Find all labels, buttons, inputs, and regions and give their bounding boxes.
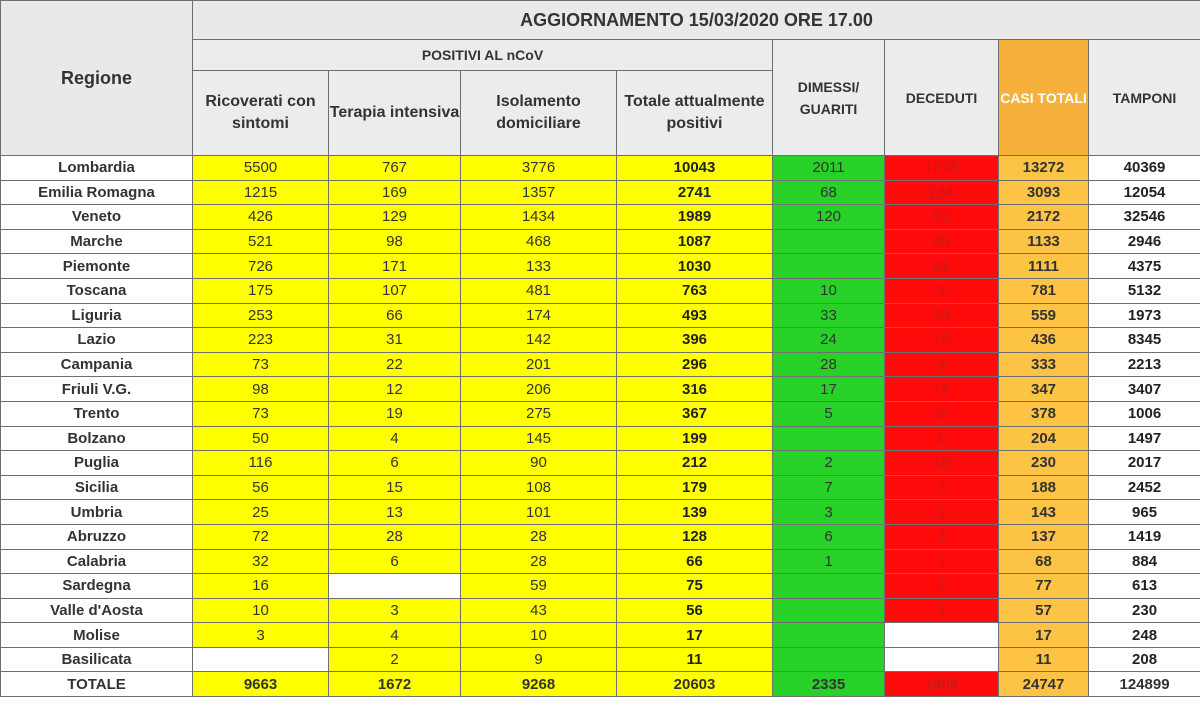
cell-deceduti: 2 bbox=[885, 475, 999, 500]
cell-dimessi bbox=[773, 647, 885, 672]
totals-dimessi: 2335 bbox=[773, 672, 885, 697]
header-totale-positivi: Totale attualmente positivi bbox=[617, 71, 773, 156]
cell-tamponi: 2452 bbox=[1089, 475, 1200, 500]
cell-tamponi: 208 bbox=[1089, 647, 1200, 672]
cell-totale-positivi: 56 bbox=[617, 598, 773, 623]
cell-casi: 378 bbox=[999, 401, 1089, 426]
cell-regione: Abruzzo bbox=[1, 524, 193, 549]
cell-isolamento: 206 bbox=[461, 377, 617, 402]
table-row bbox=[1, 623, 1200, 648]
cell-isolamento: 142 bbox=[461, 328, 617, 353]
cell-tamponi: 230 bbox=[1089, 598, 1200, 623]
cell-ricoverati: 426 bbox=[193, 205, 329, 230]
cell-deceduti bbox=[885, 623, 999, 648]
cell-regione: Marche bbox=[1, 229, 193, 254]
cell-dimessi: 5 bbox=[773, 401, 885, 426]
cell-terapia: 19 bbox=[329, 401, 461, 426]
cell-isolamento: 133 bbox=[461, 254, 617, 279]
cell-tamponi: 2017 bbox=[1089, 451, 1200, 476]
totals-totale-positivi: 20603 bbox=[617, 672, 773, 697]
cell-totale-positivi: 11 bbox=[617, 647, 773, 672]
cell-isolamento: 9 bbox=[461, 647, 617, 672]
cell-regione: Campania bbox=[1, 352, 193, 377]
cell-isolamento: 59 bbox=[461, 574, 617, 599]
table-row bbox=[1, 401, 1200, 426]
cell-isolamento: 90 bbox=[461, 451, 617, 476]
cell-isolamento: 1357 bbox=[461, 180, 617, 205]
cell-regione: Umbria bbox=[1, 500, 193, 525]
cell-dimessi: 7 bbox=[773, 475, 885, 500]
cell-terapia: 4 bbox=[329, 623, 461, 648]
cell-tamponi: 12054 bbox=[1089, 180, 1200, 205]
cell-terapia: 4 bbox=[329, 426, 461, 451]
cell-terapia: 13 bbox=[329, 500, 461, 525]
cell-dimessi: 33 bbox=[773, 303, 885, 328]
cell-isolamento: 468 bbox=[461, 229, 617, 254]
header-ricoverati: Ricoverati con sintomi bbox=[193, 71, 329, 156]
cell-casi: 230 bbox=[999, 451, 1089, 476]
cell-dimessi: 10 bbox=[773, 278, 885, 303]
cell-terapia: 6 bbox=[329, 451, 461, 476]
header-deceduti: DECEDUTI bbox=[885, 40, 999, 156]
cell-isolamento: 43 bbox=[461, 598, 617, 623]
cell-terapia: 6 bbox=[329, 549, 461, 574]
table-row bbox=[1, 180, 1200, 205]
cell-dimessi: 17 bbox=[773, 377, 885, 402]
cell-totale-positivi: 128 bbox=[617, 524, 773, 549]
cell-totale-positivi: 1030 bbox=[617, 254, 773, 279]
header-terapia: Terapia intensiva bbox=[329, 71, 461, 156]
cell-deceduti: 1 bbox=[885, 598, 999, 623]
cell-casi: 1133 bbox=[999, 229, 1089, 254]
cell-dimessi: 24 bbox=[773, 328, 885, 353]
cell-totale-positivi: 396 bbox=[617, 328, 773, 353]
cell-dimessi bbox=[773, 254, 885, 279]
cell-casi: 137 bbox=[999, 524, 1089, 549]
cell-casi: 204 bbox=[999, 426, 1089, 451]
cell-regione: Sicilia bbox=[1, 475, 193, 500]
cell-regione: Lazio bbox=[1, 328, 193, 353]
cell-tamponi: 4375 bbox=[1089, 254, 1200, 279]
cell-deceduti: 16 bbox=[885, 451, 999, 476]
cell-totale-positivi: 763 bbox=[617, 278, 773, 303]
cell-terapia: 12 bbox=[329, 377, 461, 402]
cell-terapia: 22 bbox=[329, 352, 461, 377]
cell-casi: 2172 bbox=[999, 205, 1089, 230]
cell-deceduti: 6 bbox=[885, 401, 999, 426]
cell-casi: 11 bbox=[999, 647, 1089, 672]
cell-isolamento: 28 bbox=[461, 549, 617, 574]
cell-terapia: 66 bbox=[329, 303, 461, 328]
cell-dimessi bbox=[773, 426, 885, 451]
cell-totale-positivi: 2741 bbox=[617, 180, 773, 205]
totals-casi: 24747 bbox=[999, 672, 1089, 697]
table-row bbox=[1, 278, 1200, 303]
cell-terapia: 2 bbox=[329, 647, 461, 672]
cell-regione: Piemonte bbox=[1, 254, 193, 279]
cell-ricoverati: 253 bbox=[193, 303, 329, 328]
cell-tamponi: 5132 bbox=[1089, 278, 1200, 303]
cell-regione: Trento bbox=[1, 401, 193, 426]
cell-deceduti: 46 bbox=[885, 229, 999, 254]
table-row bbox=[1, 524, 1200, 549]
cell-tamponi: 40369 bbox=[1089, 156, 1200, 181]
cell-tamponi: 1973 bbox=[1089, 303, 1200, 328]
cell-tamponi: 3407 bbox=[1089, 377, 1200, 402]
table-row bbox=[1, 426, 1200, 451]
cell-tamponi: 2213 bbox=[1089, 352, 1200, 377]
cell-dimessi: 3 bbox=[773, 500, 885, 525]
cell-regione: Basilicata bbox=[1, 647, 193, 672]
header-regione: Regione bbox=[1, 1, 193, 156]
cell-terapia bbox=[329, 574, 461, 599]
cell-casi: 13272 bbox=[999, 156, 1089, 181]
cell-casi: 57 bbox=[999, 598, 1089, 623]
cell-regione: Toscana bbox=[1, 278, 193, 303]
cell-totale-positivi: 75 bbox=[617, 574, 773, 599]
table-row bbox=[1, 328, 1200, 353]
table-row bbox=[1, 500, 1200, 525]
cell-deceduti: 14 bbox=[885, 377, 999, 402]
table-row bbox=[1, 254, 1200, 279]
cell-deceduti: 8 bbox=[885, 278, 999, 303]
cell-casi: 17 bbox=[999, 623, 1089, 648]
cell-dimessi: 2 bbox=[773, 451, 885, 476]
cell-regione: Bolzano bbox=[1, 426, 193, 451]
cell-casi: 77 bbox=[999, 574, 1089, 599]
cell-deceduti: 3 bbox=[885, 524, 999, 549]
table-row bbox=[1, 229, 1200, 254]
table-row bbox=[1, 205, 1200, 230]
cell-isolamento: 201 bbox=[461, 352, 617, 377]
cell-ricoverati: 56 bbox=[193, 475, 329, 500]
table-row bbox=[1, 574, 1200, 599]
cell-ricoverati bbox=[193, 647, 329, 672]
cell-dimessi: 28 bbox=[773, 352, 885, 377]
header-tamponi: TAMPONI bbox=[1089, 40, 1200, 156]
cell-totale-positivi: 316 bbox=[617, 377, 773, 402]
cell-isolamento: 108 bbox=[461, 475, 617, 500]
cell-regione: Molise bbox=[1, 623, 193, 648]
table-row bbox=[1, 451, 1200, 476]
cell-casi: 333 bbox=[999, 352, 1089, 377]
cell-totale-positivi: 10043 bbox=[617, 156, 773, 181]
cell-ricoverati: 521 bbox=[193, 229, 329, 254]
header-casi: CASI TOTALI bbox=[999, 40, 1089, 156]
cell-casi: 68 bbox=[999, 549, 1089, 574]
cell-isolamento: 481 bbox=[461, 278, 617, 303]
header-isolamento: Isolamento domiciliare bbox=[461, 71, 617, 156]
cell-deceduti: 81 bbox=[885, 254, 999, 279]
cell-deceduti bbox=[885, 647, 999, 672]
cell-casi: 1111 bbox=[999, 254, 1089, 279]
cell-totale-positivi: 296 bbox=[617, 352, 773, 377]
cell-deceduti: 1 bbox=[885, 549, 999, 574]
cell-ricoverati: 50 bbox=[193, 426, 329, 451]
cell-isolamento: 275 bbox=[461, 401, 617, 426]
cell-totale-positivi: 199 bbox=[617, 426, 773, 451]
cell-casi: 3093 bbox=[999, 180, 1089, 205]
cell-terapia: 107 bbox=[329, 278, 461, 303]
cell-ricoverati: 3 bbox=[193, 623, 329, 648]
table-row bbox=[1, 352, 1200, 377]
cell-deceduti: 2 bbox=[885, 574, 999, 599]
cell-deceduti: 284 bbox=[885, 180, 999, 205]
cell-deceduti: 1 bbox=[885, 500, 999, 525]
cell-dimessi: 6 bbox=[773, 524, 885, 549]
table-row bbox=[1, 549, 1200, 574]
cell-regione: Liguria bbox=[1, 303, 193, 328]
totals-label: TOTALE bbox=[1, 672, 193, 697]
cell-totale-positivi: 66 bbox=[617, 549, 773, 574]
cell-casi: 188 bbox=[999, 475, 1089, 500]
cell-dimessi: 68 bbox=[773, 180, 885, 205]
header-dimessi: DIMESSI/ GUARITI bbox=[773, 40, 885, 156]
totals-isolamento: 9268 bbox=[461, 672, 617, 697]
cell-casi: 781 bbox=[999, 278, 1089, 303]
cell-isolamento: 28 bbox=[461, 524, 617, 549]
cell-regione: Emilia Romagna bbox=[1, 180, 193, 205]
cell-totale-positivi: 17 bbox=[617, 623, 773, 648]
table-row bbox=[1, 156, 1200, 181]
cell-totale-positivi: 1989 bbox=[617, 205, 773, 230]
cell-terapia: 31 bbox=[329, 328, 461, 353]
cell-regione: Valle d'Aosta bbox=[1, 598, 193, 623]
cell-tamponi: 613 bbox=[1089, 574, 1200, 599]
cell-terapia: 129 bbox=[329, 205, 461, 230]
cell-dimessi bbox=[773, 598, 885, 623]
totals-ricoverati: 9663 bbox=[193, 672, 329, 697]
cell-regione: Lombardia bbox=[1, 156, 193, 181]
cell-casi: 143 bbox=[999, 500, 1089, 525]
cell-ricoverati: 25 bbox=[193, 500, 329, 525]
cell-ricoverati: 10 bbox=[193, 598, 329, 623]
cell-ricoverati: 175 bbox=[193, 278, 329, 303]
cell-isolamento: 101 bbox=[461, 500, 617, 525]
cell-terapia: 171 bbox=[329, 254, 461, 279]
cell-dimessi: 120 bbox=[773, 205, 885, 230]
cell-deceduti: 9 bbox=[885, 352, 999, 377]
cell-totale-positivi: 367 bbox=[617, 401, 773, 426]
cell-terapia: 28 bbox=[329, 524, 461, 549]
cell-ricoverati: 223 bbox=[193, 328, 329, 353]
cell-ricoverati: 116 bbox=[193, 451, 329, 476]
cell-tamponi: 248 bbox=[1089, 623, 1200, 648]
table-row bbox=[1, 377, 1200, 402]
header-positivi-group: POSITIVI AL nCoV bbox=[193, 40, 773, 71]
cell-deceduti: 33 bbox=[885, 303, 999, 328]
cell-tamponi: 1419 bbox=[1089, 524, 1200, 549]
cell-totale-positivi: 1087 bbox=[617, 229, 773, 254]
cell-regione: Puglia bbox=[1, 451, 193, 476]
table-row bbox=[1, 303, 1200, 328]
cell-casi: 347 bbox=[999, 377, 1089, 402]
cell-isolamento: 1434 bbox=[461, 205, 617, 230]
cell-regione: Sardegna bbox=[1, 574, 193, 599]
cell-isolamento: 174 bbox=[461, 303, 617, 328]
cell-deceduti: 16 bbox=[885, 328, 999, 353]
cell-tamponi: 8345 bbox=[1089, 328, 1200, 353]
cell-totale-positivi: 493 bbox=[617, 303, 773, 328]
cell-dimessi bbox=[773, 574, 885, 599]
cell-isolamento: 145 bbox=[461, 426, 617, 451]
cell-deceduti: 5 bbox=[885, 426, 999, 451]
cell-terapia: 3 bbox=[329, 598, 461, 623]
table-row bbox=[1, 598, 1200, 623]
cell-dimessi: 1 bbox=[773, 549, 885, 574]
cell-ricoverati: 5500 bbox=[193, 156, 329, 181]
cell-ricoverati: 98 bbox=[193, 377, 329, 402]
cell-totale-positivi: 139 bbox=[617, 500, 773, 525]
cell-isolamento: 10 bbox=[461, 623, 617, 648]
cell-tamponi: 1006 bbox=[1089, 401, 1200, 426]
totals-terapia: 1672 bbox=[329, 672, 461, 697]
cell-regione: Veneto bbox=[1, 205, 193, 230]
cell-terapia: 15 bbox=[329, 475, 461, 500]
cell-dimessi bbox=[773, 623, 885, 648]
cell-ricoverati: 73 bbox=[193, 401, 329, 426]
cell-casi: 559 bbox=[999, 303, 1089, 328]
cell-ricoverati: 16 bbox=[193, 574, 329, 599]
cell-tamponi: 2946 bbox=[1089, 229, 1200, 254]
cell-regione: Calabria bbox=[1, 549, 193, 574]
cell-tamponi: 32546 bbox=[1089, 205, 1200, 230]
cell-ricoverati: 32 bbox=[193, 549, 329, 574]
cell-isolamento: 3776 bbox=[461, 156, 617, 181]
cell-regione: Friuli V.G. bbox=[1, 377, 193, 402]
cell-dimessi: 2011 bbox=[773, 156, 885, 181]
cell-tamponi: 884 bbox=[1089, 549, 1200, 574]
cell-deceduti: 63 bbox=[885, 205, 999, 230]
cell-ricoverati: 1215 bbox=[193, 180, 329, 205]
table-row bbox=[1, 647, 1200, 672]
totals-deceduti: 1809 bbox=[885, 672, 999, 697]
cell-terapia: 98 bbox=[329, 229, 461, 254]
cell-terapia: 767 bbox=[329, 156, 461, 181]
cell-totale-positivi: 212 bbox=[617, 451, 773, 476]
cell-casi: 436 bbox=[999, 328, 1089, 353]
table-body bbox=[1, 156, 1200, 672]
cell-ricoverati: 73 bbox=[193, 352, 329, 377]
table-row bbox=[1, 475, 1200, 500]
totals-tamponi: 124899 bbox=[1089, 672, 1200, 697]
cell-dimessi bbox=[773, 229, 885, 254]
cell-ricoverati: 72 bbox=[193, 524, 329, 549]
cell-ricoverati: 726 bbox=[193, 254, 329, 279]
cell-tamponi: 1497 bbox=[1089, 426, 1200, 451]
cell-totale-positivi: 179 bbox=[617, 475, 773, 500]
cell-terapia: 169 bbox=[329, 180, 461, 205]
cell-tamponi: 965 bbox=[1089, 500, 1200, 525]
cell-deceduti: 1218 bbox=[885, 156, 999, 181]
report-title: AGGIORNAMENTO 15/03/2020 ORE 17.00 bbox=[193, 1, 1200, 40]
totals-row bbox=[1, 672, 1200, 697]
